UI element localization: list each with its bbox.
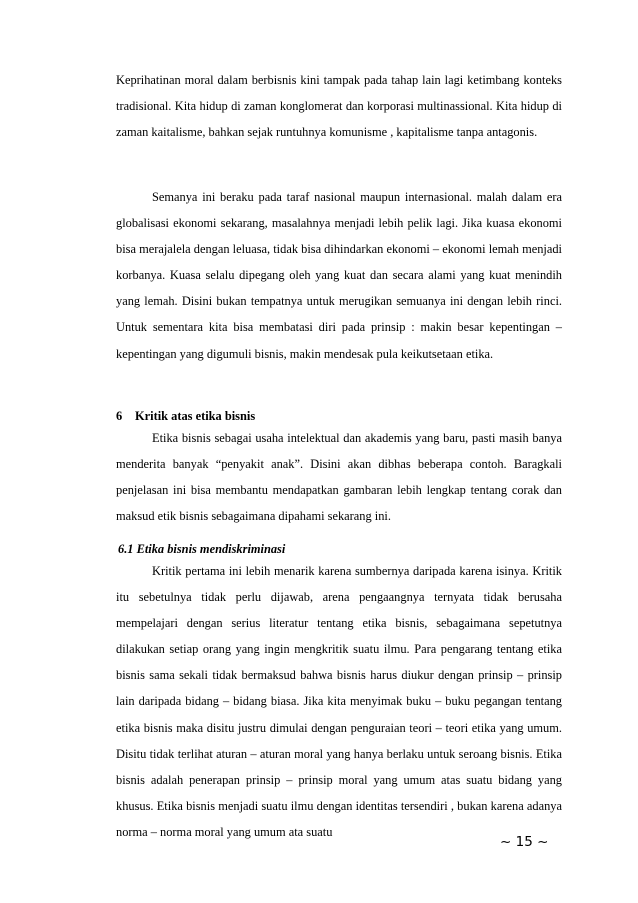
subsection-heading: 6.1 Etika bisnis mendiskriminasi [118, 542, 286, 556]
section-title: Kritik atas etika bisnis [135, 409, 256, 423]
subsection-heading-block [118, 539, 564, 559]
paragraph-block-1 [116, 67, 562, 145]
section-number: 6 [116, 409, 123, 423]
paragraph-keprihatinan: Keprihatinan moral dalam berbisnis kini tampak pada tahap lain lagi ketimbang konteks tradisional. Kita hidup di zaman konglomerat dan korporasi multinassional. Kita hidup di zaman kaitalisme, bahkan sejak runtuhnya komunisme , kapitalisme tanpa antagonis. [116, 73, 562, 140]
section-heading [116, 406, 562, 426]
paragraph-block-2 [116, 184, 562, 367]
page-number: ~ 15 ~ [500, 834, 549, 850]
paragraph-kritik-pertama: Kritik pertama ini lebih menarik karena sumbernya daripada karena isinya. Kritik itu sebetulnya tidak perlu dijawab, arena pengaangnya ternyata tidak berusaha mempelajari dengan serius literatur tentang etika bisnis, sebagaimana sepetutnya dilakukan setiap orang yang ingin mengkritik suatu ilmu. Para pengarang tentang etika bisnis sama sekali tidak bermaksud bahwa bisnis harus diukur dengan prinsip – prinsip lain daripada bidang – bidang biasa. Jika kita menyimak buku – buku pegangan tentang etika bisnis maka disitu justru dimulai dengan penguraian teori – teori etika yang umum. Disitu tidak terlihat aturan – aturan moral yang hanya berlaku untuk seroang bisnis. Etika bisnis adalah penerapan prinsip – prinsip moral yang umum atas suatu bidang yang khusus. Etika bisnis menjadi suatu ilmu dengan identitas tersendiri , bukan karena adanya norma – norma moral yang umum ata suatu [116, 564, 562, 839]
paragraph-etika-bisnis: Etika bisnis sebagai usaha intelektual dan akademis yang baru, pasti masih banya menderita banyak “penyakit anak”. Disini akan dibhas beberapa contoh. Baragkali penjelasan ini bisa membantu mendapatkan gambaran lebih lengkap tentang corak dan maksud etik bisnis sebagaimana dipahami sekarang ini. [116, 431, 562, 524]
paragraph-semanya: Semanya ini beraku pada taraf nasional maupun internasional. malah dalam era globalisasi ekonomi sekarang, masalahnya menjadi lebih pelik lagi. Jika kuasa ekonomi bisa merajalela dengan leluasa, tidak bisa dihindarkan ekonomi – ekonomi lemah menjadi korbanya. Kuasa selalu dipegang oleh yang kuat dan secara alami yang kuat menindih yang lemah. Disini bukan tempatnya untuk merugikan semuanya ini dengan lebih rinci. Untuk sementara kita bisa membatasi diri pada prinsip : makin besar kepentingan – kepentingan yang digumuli bisnis, makin mendesak pula keikutsetaan etika. [116, 190, 562, 361]
paragraph-block-4 [116, 558, 562, 845]
paragraph-block-3 [116, 425, 562, 529]
